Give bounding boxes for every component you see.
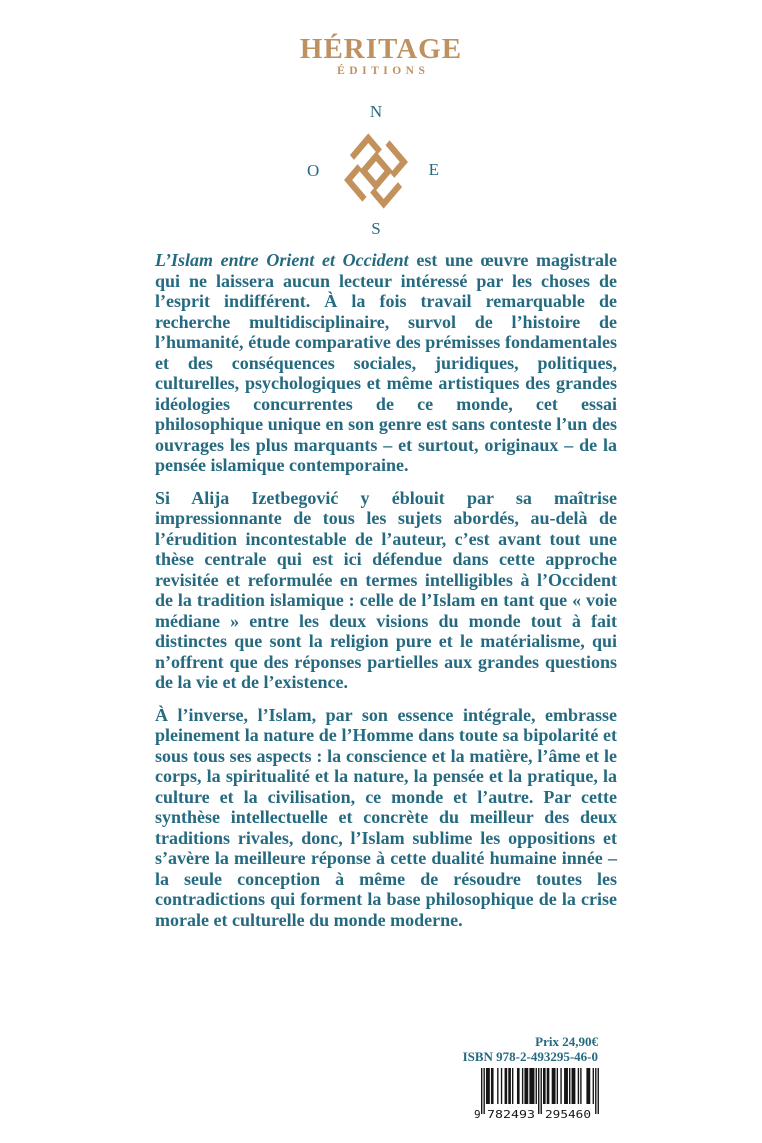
barcode-bar [481,1068,482,1114]
barcode-bar [593,1068,594,1104]
barcode-bar [497,1068,498,1104]
synopsis-paragraph-1-text: est une œuvre magistrale qui ne laissera aucun lecteur intéressé par les choses de l’esprit indifférent. À la fois travail remarquable de recherche multidisciplinaire, survol de l’histoire de l’humanité, étude comparative des prémisses fondamentales et des conséquences sociales, juridiques, politiques, culturelles, psychologiques et même artistiques des grandes idéologies concurrentes de ce monde, cet essai philosophique unique en son genre est sans conteste l’un des ouvrages les plus marquants – et surtout, originaux – de la pensée islamique contemporaine. [155,250,617,475]
compass-letter-west: O [307,161,320,180]
barcode-bar [586,1068,590,1104]
barcode-bar [569,1068,570,1104]
compass-letter-south: S [371,219,381,238]
barcode [471,1068,603,1120]
compass-letter-north: N [369,102,383,121]
barcode-bar [595,1068,596,1114]
isbn-label: ISBN 978-2-493295-46-0 [462,1049,598,1064]
barcode-bar [524,1068,528,1104]
knot-ornament-icon [342,131,410,211]
barcode-bar [580,1068,581,1104]
barcode-left-digits: 782493 [487,1108,535,1120]
barcode-bar [517,1068,520,1104]
barcode-bar [552,1068,556,1104]
synopsis-paragraph-2: Si Alija Izetbegović y éblouit par sa maîtrise impressionnante de tous les sujets abordés, au-delà de l’érudition incontestable de l’auteur, c’est avant tout une thèse centrale qui est ici défendue dans cette approche revisitée et reformulée en termes intelligibles à l’Occident de la tradition islamique : celle de l’Islam en tant que « voie médiane » entre les deux visions du monde tout à fait distinctes que sont la religion pure et le matérialisme, qui n’offrent que des réponses partielles aux grandes questions de la vie et de l’existence. [155,487,617,692]
barcode-bar [547,1068,550,1104]
barcode-bar [512,1068,513,1104]
barcode-bar [501,1068,502,1104]
barcode-bar [572,1068,576,1104]
barcode-bar [564,1068,568,1104]
barcode-bar [486,1068,490,1104]
synopsis-paragraph-1 [155,250,617,476]
barcode-bar [508,1068,511,1104]
barcode-bar [557,1068,558,1104]
price-label: Prix 24,90€ [535,1034,598,1049]
barcode-bar [529,1068,534,1104]
barcode-right-digits: 295460 [545,1108,591,1120]
barcode-first-digit: 9 [474,1108,481,1120]
barcode-bar [536,1068,537,1104]
barcode-bar [505,1068,508,1104]
synopsis-paragraph-3: À l’inverse, l’Islam, par son essence intégrale, embrasse pleinement la nature de l’Homme dans toute sa bipolarité et sous tous ses aspects : la conscience et la matière, l’âme et le corps, la spiritualité et la nature, la pensée et la pratique, la culture et la civilisation, ce monde et l’autre. Par cette synthèse intellectuelle et concrète du meilleur des deux traditions rivales, donc, l’Islam sublime les oppositions et s’avère la meilleure réponse à cette dualité humaine innée – la seule conception à même de résoudre toutes les contradictions qui forment la base philosophique de la crise morale et culturelle du monde moderne. [155,704,617,930]
barcode-bar [543,1068,546,1104]
barcode-bar [483,1068,484,1114]
barcode-bar [491,1068,494,1104]
compass-letter-east: E [428,160,439,179]
book-title: L’Islam entre Orient et Occident [155,250,409,270]
barcode-bar [522,1068,523,1104]
barcode-bar [578,1068,579,1104]
barcode-bar [541,1068,542,1114]
publisher-logo [0,35,762,78]
publisher-subtitle: ÉDITIONS [337,65,430,77]
pricing-block [288,1034,598,1064]
compass [300,103,452,237]
barcode-bar [538,1068,539,1114]
publisher-name: HÉRITAGE [299,33,463,65]
barcode-bar [598,1068,599,1114]
back-cover-synopsis [155,250,617,942]
barcode-bar [560,1068,561,1104]
